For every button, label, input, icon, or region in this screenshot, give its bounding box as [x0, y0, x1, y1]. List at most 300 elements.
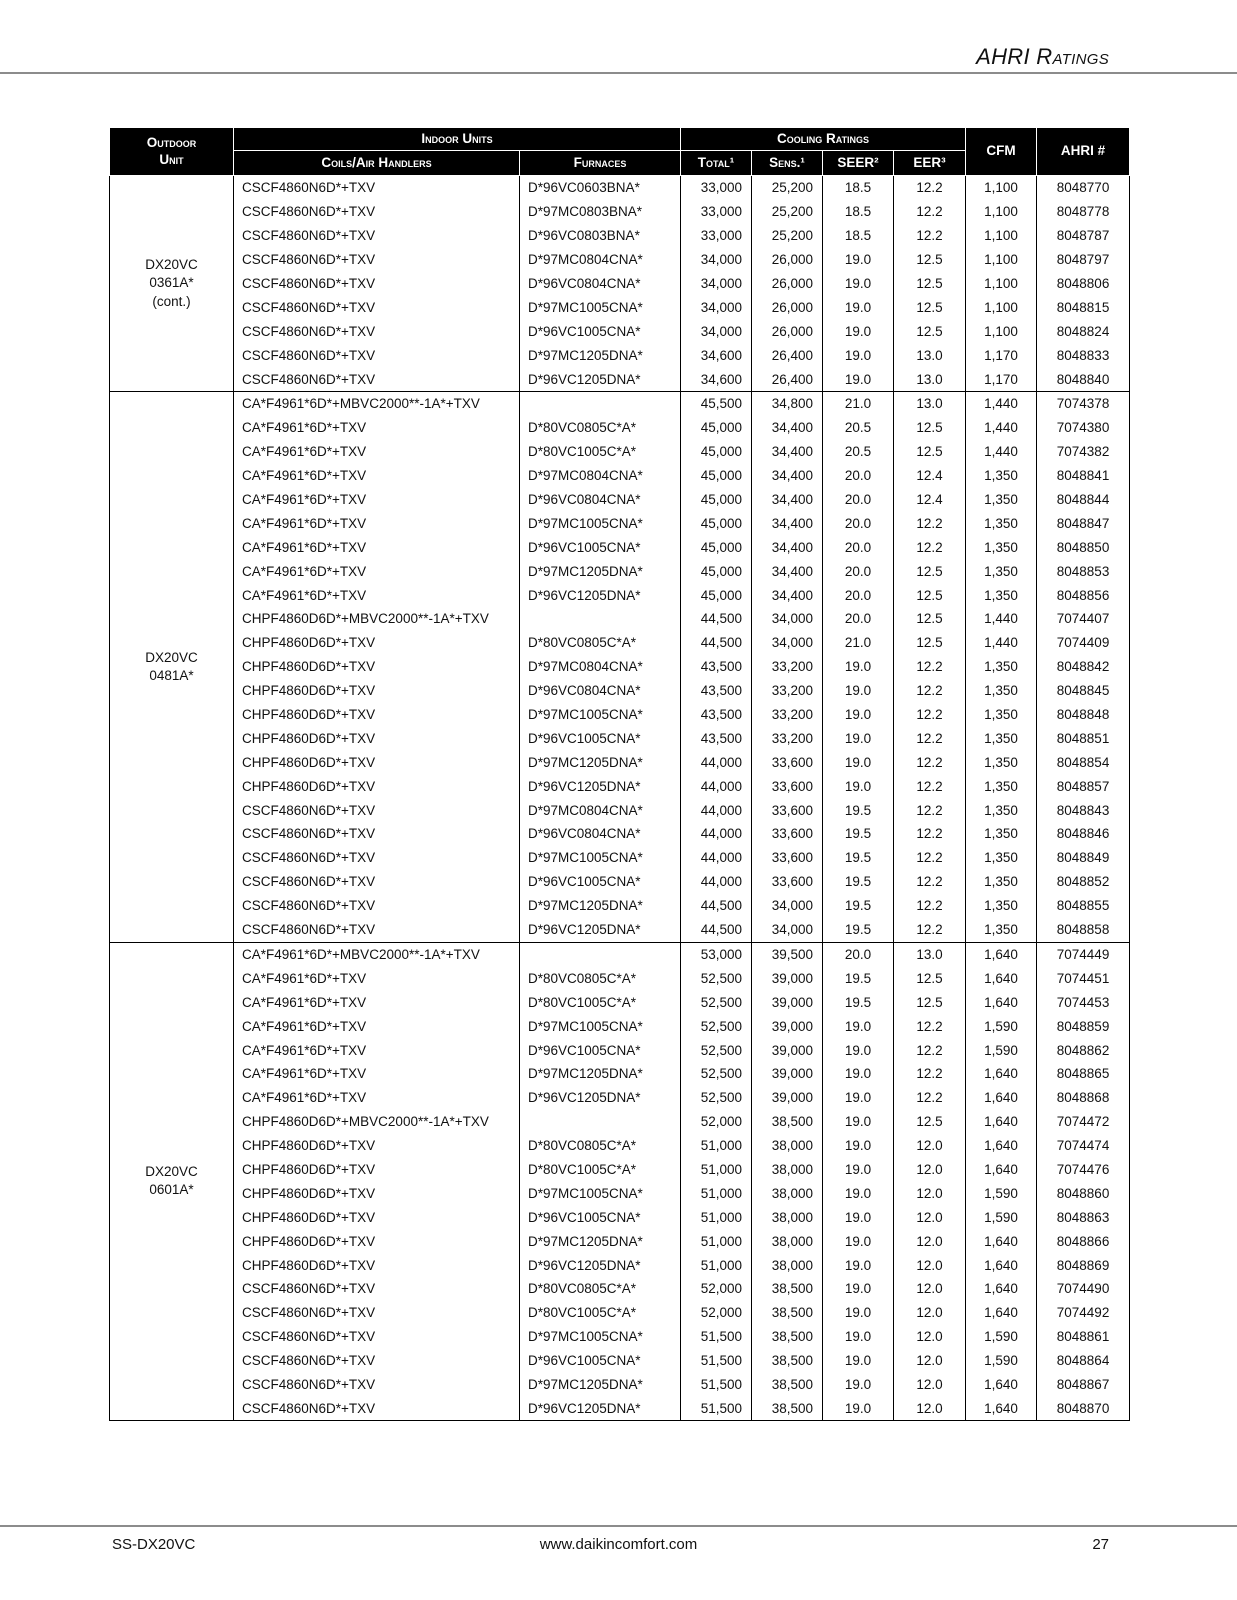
header-cfm: CFM: [966, 128, 1037, 176]
seer-cell: 21.0: [823, 631, 894, 655]
sens-cell: 33,600: [752, 774, 823, 798]
table-row: [110, 224, 1130, 248]
coil-cell: CHPF4860D6D*+TXV: [234, 726, 520, 750]
ahri-number-cell: 8048797: [1037, 248, 1130, 272]
total-cell: 33,000: [681, 200, 752, 224]
eer-cell: 12.5: [894, 440, 966, 464]
ahri-number-cell: 8048853: [1037, 559, 1130, 583]
table-row: [110, 1134, 1130, 1158]
eer-cell: 12.5: [894, 248, 966, 272]
ahri-number-cell: 8048854: [1037, 750, 1130, 774]
ahri-number-cell: 7074378: [1037, 392, 1130, 416]
ahri-number-cell: 8048843: [1037, 798, 1130, 822]
furnace-cell: D*80VC1005C*A*: [520, 990, 681, 1014]
coil-cell: CSCF4860N6D*+TXV: [234, 200, 520, 224]
eer-cell: 13.0: [894, 343, 966, 367]
furnace-cell: D*96VC1005CNA*: [520, 319, 681, 343]
ahri-number-cell: 7074492: [1037, 1301, 1130, 1325]
coil-cell: CA*F4961*6D*+TXV: [234, 464, 520, 488]
outdoor-unit-line: 0601A*: [149, 1182, 194, 1198]
eer-cell: 12.2: [894, 655, 966, 679]
table-row: [110, 822, 1130, 846]
cfm-cell: 1,440: [966, 631, 1037, 655]
cfm-cell: 1,350: [966, 559, 1037, 583]
total-cell: 34,000: [681, 295, 752, 319]
eer-cell: 12.2: [894, 535, 966, 559]
total-cell: 51,500: [681, 1396, 752, 1420]
sens-cell: 38,000: [752, 1158, 823, 1182]
furnace-cell: D*97MC1005CNA*: [520, 846, 681, 870]
cfm-cell: 1,350: [966, 583, 1037, 607]
cfm-cell: 1,100: [966, 248, 1037, 272]
total-cell: 44,000: [681, 774, 752, 798]
table-row: [110, 535, 1130, 559]
ahri-number-cell: 8048865: [1037, 1062, 1130, 1086]
sens-cell: 34,400: [752, 416, 823, 440]
cfm-cell: 1,350: [966, 679, 1037, 703]
table-row: [110, 319, 1130, 343]
coil-cell: CA*F4961*6D*+TXV: [234, 1038, 520, 1062]
furnace-cell: [520, 607, 681, 631]
eer-cell: 12.4: [894, 464, 966, 488]
eer-cell: 12.0: [894, 1205, 966, 1229]
coil-cell: CSCF4860N6D*+TXV: [234, 1325, 520, 1349]
sens-cell: 26,000: [752, 248, 823, 272]
sens-cell: 34,400: [752, 464, 823, 488]
ahri-number-cell: 7074476: [1037, 1158, 1130, 1182]
coil-cell: CSCF4860N6D*+TXV: [234, 1373, 520, 1397]
eer-cell: 13.0: [894, 367, 966, 391]
coil-cell: CSCF4860N6D*+TXV: [234, 870, 520, 894]
seer-cell: 19.0: [823, 1349, 894, 1373]
ahri-number-cell: 8048806: [1037, 272, 1130, 296]
sens-cell: 34,000: [752, 918, 823, 942]
ahri-number-cell: 8048770: [1037, 176, 1130, 200]
ahri-number-cell: 8048860: [1037, 1181, 1130, 1205]
total-cell: 44,000: [681, 798, 752, 822]
eer-cell: 12.2: [894, 798, 966, 822]
furnace-cell: D*97MC0803BNA*: [520, 200, 681, 224]
furnace-cell: D*96VC0804CNA*: [520, 488, 681, 512]
furnace-cell: D*97MC1205DNA*: [520, 894, 681, 918]
ahri-number-cell: 8048862: [1037, 1038, 1130, 1062]
ahri-number-cell: 8048850: [1037, 535, 1130, 559]
coil-cell: CHPF4860D6D*+TXV: [234, 1158, 520, 1182]
total-cell: 51,000: [681, 1205, 752, 1229]
seer-cell: 19.0: [823, 272, 894, 296]
cfm-cell: 1,640: [966, 1134, 1037, 1158]
seer-cell: 19.0: [823, 1205, 894, 1229]
outdoor-unit-line: 0481A*: [149, 667, 194, 683]
eer-cell: 12.0: [894, 1325, 966, 1349]
coil-cell: CA*F4961*6D*+TXV: [234, 966, 520, 990]
furnace-cell: D*80VC0805C*A*: [520, 416, 681, 440]
furnace-cell: [520, 1110, 681, 1134]
eer-cell: 12.2: [894, 679, 966, 703]
total-cell: 44,500: [681, 918, 752, 942]
coil-cell: CA*F4961*6D*+TXV: [234, 1014, 520, 1038]
eer-cell: 12.5: [894, 966, 966, 990]
table-row: [110, 343, 1130, 367]
furnace-cell: D*96VC1005CNA*: [520, 1349, 681, 1373]
ahri-number-cell: 8048815: [1037, 295, 1130, 319]
cfm-cell: 1,350: [966, 846, 1037, 870]
table-row: [110, 631, 1130, 655]
furnace-cell: [520, 942, 681, 966]
coil-cell: CA*F4961*6D*+MBVC2000**-1A*+TXV: [234, 942, 520, 966]
eer-cell: 12.2: [894, 1062, 966, 1086]
furnace-cell: [520, 392, 681, 416]
cfm-cell: 1,350: [966, 774, 1037, 798]
total-cell: 52,500: [681, 990, 752, 1014]
sens-cell: 33,600: [752, 870, 823, 894]
furnace-cell: D*97MC0804CNA*: [520, 798, 681, 822]
sens-cell: 33,600: [752, 822, 823, 846]
table-row: [110, 726, 1130, 750]
ahri-number-cell: 8048851: [1037, 726, 1130, 750]
seer-cell: 19.0: [823, 774, 894, 798]
seer-cell: 20.0: [823, 488, 894, 512]
sens-cell: 38,000: [752, 1229, 823, 1253]
cfm-cell: 1,640: [966, 1277, 1037, 1301]
table-row: [110, 750, 1130, 774]
cfm-cell: 1,440: [966, 392, 1037, 416]
ahri-number-cell: 8048847: [1037, 511, 1130, 535]
sens-cell: 39,000: [752, 1062, 823, 1086]
table-row: [110, 870, 1130, 894]
coil-cell: CSCF4860N6D*+TXV: [234, 176, 520, 200]
ahri-number-cell: 8048787: [1037, 224, 1130, 248]
seer-cell: 19.0: [823, 1253, 894, 1277]
cfm-cell: 1,350: [966, 870, 1037, 894]
eer-cell: 12.4: [894, 488, 966, 512]
sens-cell: 38,500: [752, 1349, 823, 1373]
sens-cell: 34,400: [752, 488, 823, 512]
seer-cell: 19.0: [823, 1158, 894, 1182]
eer-cell: 12.2: [894, 224, 966, 248]
ahri-number-cell: 8048856: [1037, 583, 1130, 607]
ahri-number-cell: 7074472: [1037, 1110, 1130, 1134]
outdoor-unit-cell: [110, 942, 234, 1421]
seer-cell: 20.0: [823, 583, 894, 607]
ahri-number-cell: 8048833: [1037, 343, 1130, 367]
seer-cell: 20.0: [823, 607, 894, 631]
seer-cell: 19.0: [823, 248, 894, 272]
eer-cell: 12.2: [894, 918, 966, 942]
sens-cell: 33,600: [752, 798, 823, 822]
eer-cell: 12.5: [894, 295, 966, 319]
cfm-cell: 1,350: [966, 511, 1037, 535]
total-cell: 52,500: [681, 1086, 752, 1110]
furnace-cell: D*97MC1005CNA*: [520, 1014, 681, 1038]
coil-cell: CHPF4860D6D*+TXV: [234, 1229, 520, 1253]
coil-cell: CA*F4961*6D*+TXV: [234, 535, 520, 559]
ahri-number-cell: 7074453: [1037, 990, 1130, 1014]
seer-cell: 20.5: [823, 440, 894, 464]
total-cell: 33,000: [681, 224, 752, 248]
furnace-cell: D*97MC1005CNA*: [520, 1181, 681, 1205]
coil-cell: CSCF4860N6D*+TXV: [234, 319, 520, 343]
outdoor-unit-cell: [110, 176, 234, 392]
coil-cell: CHPF4860D6D*+TXV: [234, 631, 520, 655]
sens-cell: 38,500: [752, 1373, 823, 1397]
ahri-number-cell: 7074490: [1037, 1277, 1130, 1301]
table-row: [110, 1181, 1130, 1205]
cfm-cell: 1,350: [966, 464, 1037, 488]
eer-cell: 13.0: [894, 942, 966, 966]
footer-page-number: 27: [1092, 1536, 1109, 1553]
total-cell: 51,000: [681, 1134, 752, 1158]
sens-cell: 33,200: [752, 655, 823, 679]
cfm-cell: 1,440: [966, 416, 1037, 440]
header-indoor-units: Indoor Units: [234, 128, 681, 151]
ahri-number-cell: 8048845: [1037, 679, 1130, 703]
seer-cell: 19.5: [823, 846, 894, 870]
table-body: [110, 176, 1130, 1421]
seer-cell: 18.5: [823, 224, 894, 248]
total-cell: 52,500: [681, 1038, 752, 1062]
eer-cell: 12.2: [894, 1038, 966, 1062]
eer-cell: 12.5: [894, 559, 966, 583]
total-cell: 44,000: [681, 822, 752, 846]
seer-cell: 20.0: [823, 464, 894, 488]
total-cell: 43,500: [681, 726, 752, 750]
furnace-cell: D*97MC1205DNA*: [520, 1373, 681, 1397]
coil-cell: CHPF4860D6D*+TXV: [234, 1205, 520, 1229]
seer-cell: 19.0: [823, 1181, 894, 1205]
sens-cell: 39,000: [752, 966, 823, 990]
eer-cell: 12.5: [894, 1110, 966, 1134]
cfm-cell: 1,640: [966, 1229, 1037, 1253]
table-row: [110, 846, 1130, 870]
total-cell: 44,500: [681, 607, 752, 631]
ahri-number-cell: 8048841: [1037, 464, 1130, 488]
cfm-cell: 1,440: [966, 440, 1037, 464]
furnace-cell: D*96VC1205DNA*: [520, 1253, 681, 1277]
total-cell: 51,000: [681, 1229, 752, 1253]
eer-cell: 12.5: [894, 272, 966, 296]
table-row: [110, 1325, 1130, 1349]
furnace-cell: D*96VC1205DNA*: [520, 1086, 681, 1110]
furnace-cell: D*96VC1205DNA*: [520, 1396, 681, 1420]
coil-cell: CA*F4961*6D*+TXV: [234, 990, 520, 1014]
sens-cell: 38,500: [752, 1396, 823, 1420]
total-cell: 51,000: [681, 1158, 752, 1182]
seer-cell: 19.5: [823, 894, 894, 918]
header-eer: EER³: [894, 151, 966, 176]
total-cell: 34,600: [681, 367, 752, 391]
furnace-cell: D*96VC1005CNA*: [520, 1038, 681, 1062]
seer-cell: 19.0: [823, 1229, 894, 1253]
table-row: [110, 894, 1130, 918]
total-cell: 34,000: [681, 272, 752, 296]
coil-cell: CHPF4860D6D*+TXV: [234, 1253, 520, 1277]
coil-cell: CA*F4961*6D*+TXV: [234, 1062, 520, 1086]
eer-cell: 12.2: [894, 703, 966, 727]
sens-cell: 34,000: [752, 631, 823, 655]
seer-cell: 19.0: [823, 1396, 894, 1420]
total-cell: 44,000: [681, 846, 752, 870]
outdoor-unit-line: DX20VC: [145, 1164, 198, 1180]
eer-cell: 12.0: [894, 1181, 966, 1205]
table-row: [110, 942, 1130, 966]
eer-cell: 12.5: [894, 607, 966, 631]
eer-cell: 12.5: [894, 416, 966, 440]
cfm-cell: 1,350: [966, 488, 1037, 512]
total-cell: 45,000: [681, 511, 752, 535]
coil-cell: CSCF4860N6D*+TXV: [234, 1396, 520, 1420]
coil-cell: CA*F4961*6D*+MBVC2000**-1A*+TXV: [234, 392, 520, 416]
total-cell: 45,000: [681, 464, 752, 488]
table-row: [110, 295, 1130, 319]
sens-cell: 39,500: [752, 942, 823, 966]
header-ahri-number: AHRI #: [1037, 128, 1130, 176]
table-row: [110, 367, 1130, 391]
eer-cell: 12.2: [894, 511, 966, 535]
table-row: [110, 1086, 1130, 1110]
table-row: [110, 1110, 1130, 1134]
table-row: [110, 918, 1130, 942]
coil-cell: CHPF4860D6D*+TXV: [234, 679, 520, 703]
seer-cell: 19.5: [823, 966, 894, 990]
sens-cell: 25,200: [752, 224, 823, 248]
eer-cell: 13.0: [894, 392, 966, 416]
furnace-cell: D*96VC0803BNA*: [520, 224, 681, 248]
table-row: [110, 1277, 1130, 1301]
table-row: [110, 1301, 1130, 1325]
outdoor-unit-line: DX20VC: [145, 257, 198, 273]
footer-divider: [0, 1525, 1237, 1527]
furnace-cell: D*96VC1005CNA*: [520, 870, 681, 894]
total-cell: 45,000: [681, 583, 752, 607]
coil-cell: CA*F4961*6D*+TXV: [234, 583, 520, 607]
header-outdoor-line1: Outdoor: [146, 135, 197, 151]
furnace-cell: D*80VC0805C*A*: [520, 1277, 681, 1301]
coil-cell: CA*F4961*6D*+TXV: [234, 416, 520, 440]
total-cell: 52,000: [681, 1301, 752, 1325]
total-cell: 52,500: [681, 1062, 752, 1086]
cfm-cell: 1,640: [966, 942, 1037, 966]
cfm-cell: 1,100: [966, 200, 1037, 224]
ahri-number-cell: 7074380: [1037, 416, 1130, 440]
coil-cell: CSCF4860N6D*+TXV: [234, 846, 520, 870]
eer-cell: 12.5: [894, 990, 966, 1014]
sens-cell: 38,000: [752, 1205, 823, 1229]
total-cell: 44,500: [681, 631, 752, 655]
furnace-cell: D*96VC0804CNA*: [520, 272, 681, 296]
seer-cell: 19.0: [823, 1038, 894, 1062]
sens-cell: 33,200: [752, 679, 823, 703]
table-row: [110, 1396, 1130, 1420]
seer-cell: 19.0: [823, 295, 894, 319]
table-row: [110, 655, 1130, 679]
furnace-cell: D*97MC0804CNA*: [520, 464, 681, 488]
ahri-number-cell: 8048859: [1037, 1014, 1130, 1038]
eer-cell: 12.2: [894, 1014, 966, 1038]
cfm-cell: 1,170: [966, 343, 1037, 367]
ahri-number-cell: 8048842: [1037, 655, 1130, 679]
sens-cell: 38,500: [752, 1277, 823, 1301]
furnace-cell: D*96VC1205DNA*: [520, 583, 681, 607]
total-cell: 52,500: [681, 1014, 752, 1038]
eer-cell: 12.2: [894, 822, 966, 846]
seer-cell: 18.5: [823, 176, 894, 200]
sens-cell: 38,000: [752, 1253, 823, 1277]
ahri-number-cell: 8048849: [1037, 846, 1130, 870]
cfm-cell: 1,100: [966, 176, 1037, 200]
ahri-number-cell: 7074409: [1037, 631, 1130, 655]
cfm-cell: 1,640: [966, 1373, 1037, 1397]
ahri-number-cell: 8048867: [1037, 1373, 1130, 1397]
furnace-cell: D*96VC1005CNA*: [520, 1205, 681, 1229]
ahri-number-cell: 8048870: [1037, 1396, 1130, 1420]
table-row: [110, 798, 1130, 822]
table-row: [110, 1373, 1130, 1397]
eer-cell: 12.0: [894, 1158, 966, 1182]
cfm-cell: 1,640: [966, 1396, 1037, 1420]
ahri-number-cell: 8048868: [1037, 1086, 1130, 1110]
coil-cell: CSCF4860N6D*+TXV: [234, 1349, 520, 1373]
table-row: [110, 607, 1130, 631]
coil-cell: CA*F4961*6D*+TXV: [234, 488, 520, 512]
seer-cell: 19.0: [823, 1086, 894, 1110]
coil-cell: CSCF4860N6D*+TXV: [234, 248, 520, 272]
total-cell: 52,500: [681, 966, 752, 990]
eer-cell: 12.5: [894, 631, 966, 655]
header-coils-air-handlers: Coils/Air Handlers: [234, 151, 520, 176]
cfm-cell: 1,640: [966, 1158, 1037, 1182]
coil-cell: CA*F4961*6D*+TXV: [234, 1086, 520, 1110]
cfm-cell: 1,350: [966, 894, 1037, 918]
header-total: Total¹: [681, 151, 752, 176]
cfm-cell: 1,350: [966, 750, 1037, 774]
outdoor-unit-line: (cont.): [152, 293, 191, 309]
table-row: [110, 1229, 1130, 1253]
total-cell: 45,000: [681, 535, 752, 559]
table-row: [110, 1038, 1130, 1062]
sens-cell: 33,200: [752, 726, 823, 750]
table-row: [110, 272, 1130, 296]
coil-cell: CSCF4860N6D*+TXV: [234, 918, 520, 942]
page-header-title: [976, 44, 1109, 70]
eer-cell: 12.0: [894, 1253, 966, 1277]
sens-cell: 33,200: [752, 703, 823, 727]
coil-cell: CHPF4860D6D*+TXV: [234, 1134, 520, 1158]
furnace-cell: D*96VC1005CNA*: [520, 726, 681, 750]
seer-cell: 20.0: [823, 535, 894, 559]
furnace-cell: D*80VC1005C*A*: [520, 1158, 681, 1182]
eer-cell: 12.2: [894, 750, 966, 774]
table-row: [110, 248, 1130, 272]
ahri-number-cell: 8048866: [1037, 1229, 1130, 1253]
seer-cell: 20.5: [823, 416, 894, 440]
sens-cell: 39,000: [752, 990, 823, 1014]
ahri-number-cell: 7074451: [1037, 966, 1130, 990]
furnace-cell: D*96VC0603BNA*: [520, 176, 681, 200]
table-row: [110, 774, 1130, 798]
ahri-number-cell: 8048858: [1037, 918, 1130, 942]
table-row: [110, 1205, 1130, 1229]
table-row: [110, 703, 1130, 727]
furnace-cell: D*80VC0805C*A*: [520, 966, 681, 990]
coil-cell: CHPF4860D6D*+MBVC2000**-1A*+TXV: [234, 607, 520, 631]
cfm-cell: 1,440: [966, 607, 1037, 631]
cfm-cell: 1,640: [966, 966, 1037, 990]
total-cell: 45,500: [681, 392, 752, 416]
total-cell: 51,000: [681, 1253, 752, 1277]
sens-cell: 34,000: [752, 607, 823, 631]
header-outdoor-line2: Unit: [159, 151, 184, 167]
